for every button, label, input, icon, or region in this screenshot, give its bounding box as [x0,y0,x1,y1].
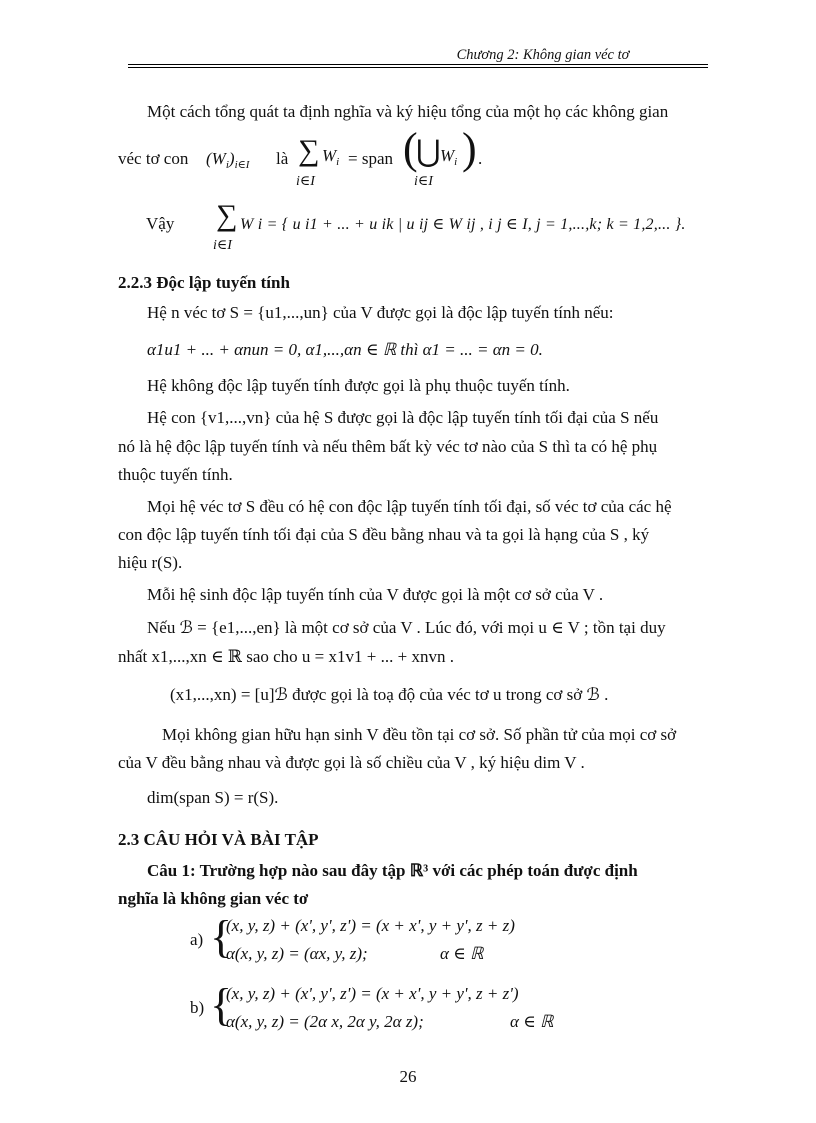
section-23-heading: 2.3 CÂU HỎI VÀ BÀI TẬP [118,830,319,849]
sum-term: $W_i$ [322,146,340,168]
family-open: $(W_i)_{i\in I}$ [206,149,250,171]
dimension-formula: dim(span S) = r(S). [147,788,279,807]
independence-definition: Hệ n véc tơ S = {u1,...,un} của V được gọi là độc lập tuyến tính nếu: [147,303,614,322]
option-b-condition: α ∈ ℝ [510,1012,554,1031]
vay-sum-symbol: ∑ [216,199,238,232]
intro-end: . [478,149,483,168]
paren-open: ( [403,124,418,173]
running-header [0,44,816,64]
header-rule-top [128,64,708,65]
option-b-brace: { [210,979,233,1030]
option-b [190,980,590,1036]
dimension-line-1: Mọi không gian hữu hạn sinh V đều tồn tại cơ sở. Số phần tử của mọi cơ sở [162,725,677,744]
question-1-line-2: nghĩa là không gian véc tơ [118,889,309,908]
intro-line-1: Một cách tổng quát ta định nghĩa và ký hiệu tổng của một họ các không gian [147,102,669,121]
option-b-addition: (x, y, z) + (x', y', z') = (x + x', y + y', z + z') [226,984,519,1003]
coordinate-line-2: nhất x1,...,xn ∈ ℝ sao cho u = x1v1 + ... + xnvn . [118,647,454,666]
paren-close: ) [462,124,477,173]
section-223-heading: 2.2.3 Độc lập tuyến tính [118,273,290,292]
maximal-subset-line-2: nó là hệ độc lập tuyến tính và nếu thêm bất kỳ véc tơ nào của S thì ta có hệ phụ [118,437,658,456]
option-a-label: a) [190,930,204,949]
coordinate-line-1: Nếu ℬ = {e1,...,en} là một cơ sở của V . Lúc đó, với mọi u ∈ V ; tồn tại duy [147,618,666,637]
option-a-brace: { [210,911,233,962]
vay-sum-index: i∈I [213,238,232,253]
option-a-addition: (x, y, z) + (x', y', z') = (x + x', y + y', z + z) [226,916,515,935]
basis-definition: Mỗi hệ sinh độc lập tuyến tính của V được gọi là một cơ sở của V . [147,585,604,604]
union-symbol: ⋃ [416,135,441,168]
vay-label: Vậy [146,214,175,233]
union-term: $W_i$ [440,146,458,168]
option-a-condition: α ∈ ℝ [440,944,484,963]
option-b-label: b) [190,998,205,1017]
option-a [190,912,590,968]
option-a-scalar: α(x, y, z) = (αx, y, z); [226,944,368,963]
maximal-subset-line-1: Hệ con {v1,...,vn} của hệ S được gọi là độc lập tuyến tính tối đại của S nếu [147,408,659,427]
rank-line-1: Mọi hệ véc tơ S đều có hệ con độc lập tuyến tính tối đại, số véc tơ của các hệ [147,497,672,516]
page-number: 26 [399,1067,417,1086]
dependence-definition: Hệ không độc lập tuyến tính được gọi là phụ thuộc tuyến tính. [147,376,570,395]
rank-line-3: hiệu r(S). [118,553,183,572]
union-index: i∈I [414,174,433,189]
coordinate-line-3: (x1,...,xn) = [u]ℬ được gọi là toạ độ của véc tơ u trong cơ sở ℬ . [170,685,609,704]
vay-formula-block [146,198,746,254]
intro-prefix: véc tơ con [118,149,189,168]
vay-formula: W i = { u i1 + ... + u ik | u ij ∈ W ij , i j ∈ I, j = 1,...,k; k = 1,2,... }. [240,216,686,233]
option-b-scalar: α(x, y, z) = (2α x, 2α y, 2α z); [226,1012,424,1031]
header-rule-bottom [128,67,708,68]
dimension-line-2: của V đều bằng nhau và được gọi là số chiều của V , ký hiệu dim V . [118,753,585,772]
equals-span: = span [348,149,393,168]
header-title: Chương 2: Không gian véc tơ [456,47,630,63]
is-word: là [276,149,289,168]
rank-line-2: con độc lập tuyến tính tối đại của S đều bằng nhau và ta gọi là hạng của S , ký [118,525,650,544]
maximal-subset-line-3: thuộc tuyến tính. [118,465,233,484]
intro-sum-definition [118,124,718,192]
question-1-line-1: Câu 1: Trường hợp nào sau đây tập ℝ³ với các phép toán được định [147,861,638,880]
sum-index: i∈I [296,174,315,189]
sum-symbol: ∑ [298,134,320,167]
independence-formula: α1u1 + ... + αnun = 0, α1,...,αn ∈ ℝ thì α1 = ... = αn = 0. [147,340,543,359]
